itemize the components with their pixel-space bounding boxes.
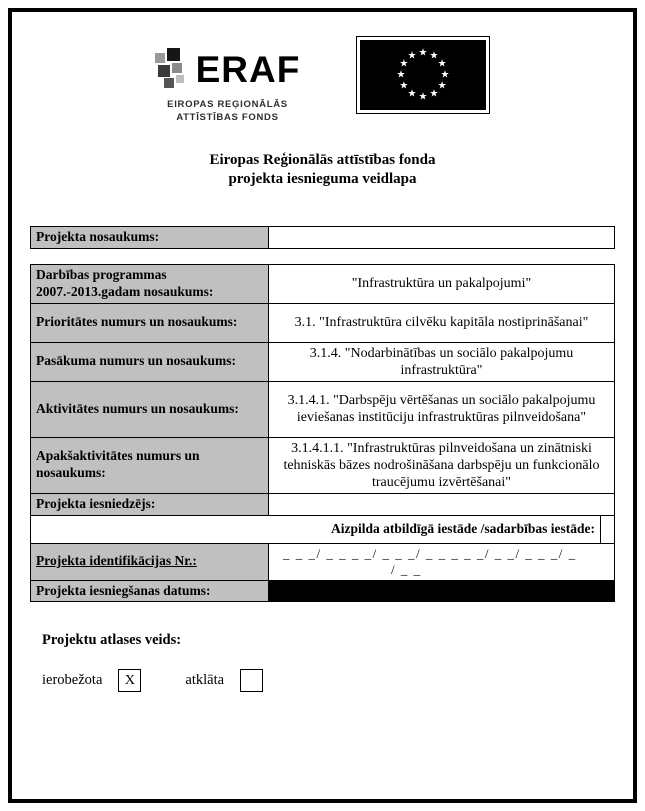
table-row [31,438,614,494]
svg-text:★: ★ [437,80,447,92]
priority-label: Prioritātes numurs un nosaukums: [31,304,269,342]
project-id-placeholder-line1: _ _ _/ _ _ _ _/ _ _ _/ _ _ _ _ _/ _ _/ _ _ _/ _ [283,545,577,561]
eu-flag [356,36,490,114]
table-row [31,382,614,438]
svg-text:★: ★ [396,69,406,81]
eu-flag-stars-icon [360,40,486,110]
project-name-label: Projekta nosaukums: [31,227,269,248]
svg-text:★: ★ [407,50,417,62]
eraf-subtitle: EIROPAS REĢIONĀLĀS ATTĪSTĪBAS FONDS [167,99,288,123]
table-row [31,494,614,516]
office-note: Aizpilda atbildīgā iestāde /sadarbības iestāde: [330,521,595,536]
table-row [31,581,614,602]
activity-value: 3.1.4.1. "Darbspēju vērtēšanas un sociālo pakalpojumu ieviešanas institūciju infrastruktūras pilnveidošana" [269,382,614,437]
measure-label: Pasākuma numurs un nosaukums: [31,343,269,381]
measure-value: 3.1.4. "Nodarbinātības un sociālo pakalpojumu infrastruktūra" [269,343,614,381]
svg-text:★: ★ [399,80,409,92]
document-title-line1: Eiropas Reģionālās attīstības fonda [209,151,436,168]
priority-value: 3.1. "Infrastruktūra cilvēku kapitāla nostiprināšanai" [269,304,614,342]
selection-type-label: Projektu atlases veids: [42,632,182,649]
applicant-label: Projekta iesniedzējs: [31,494,269,515]
svg-text:★: ★ [418,91,428,103]
option-atklata-label: atklāta [185,672,225,689]
page-frame [8,8,637,803]
checkbox-ierobezota[interactable]: X [118,669,141,692]
applicant-field[interactable] [269,494,614,515]
checkbox-atklata[interactable] [240,669,263,692]
table-row [31,304,614,343]
subactivity-label: Apakšaktivitātes numurs un nosaukums: [31,438,269,493]
table-row [31,227,614,248]
table-row [31,544,614,581]
svg-text:★: ★ [440,69,450,81]
eraf-mosaic-icon [155,48,191,90]
table-row [31,343,614,382]
submission-date-label: Projekta iesniegšanas datums: [31,581,269,602]
svg-text:★: ★ [437,58,447,70]
table-row [31,516,614,544]
office-checkbox[interactable] [600,516,614,543]
svg-text:★: ★ [418,47,428,59]
activity-label: Aktivitātes numurs un nosaukums: [31,382,269,437]
programme-value: "Infrastruktūra un pakalpojumi" [269,265,614,303]
svg-text:★: ★ [429,50,439,62]
header-logos [30,36,615,125]
project-name-table [30,226,615,249]
svg-text:★: ★ [399,58,409,70]
project-id-label: Projekta identifikācijas Nr.: [31,544,269,580]
main-form-table [30,264,615,603]
svg-text:★: ★ [407,88,417,100]
subactivity-value: 3.1.4.1.1. "Infrastruktūras pilnveidošana un zinātniski tehniskās bāzes nodrošināšana darbspēju un funkcionālo traucējumu izvērtēšanai" [269,438,614,493]
project-name-field[interactable] [269,227,614,248]
option-ierobezota-label: ierobežota [42,672,103,689]
project-id-field[interactable] [269,544,614,580]
document-title [30,151,615,190]
svg-text:★: ★ [429,88,439,100]
eraf-wordmark: ERAF [195,48,301,90]
document-title-line2: projekta iesnieguma veidlapa [228,171,417,188]
table-row [31,265,614,304]
eraf-logo [155,48,301,125]
selection-type-section [42,632,615,692]
project-id-placeholder-line2: / _ _ [391,561,422,577]
submission-date-field [269,581,614,602]
programme-label: Darbības programmas 2007.-2013.gadam nosaukums: [31,265,269,303]
